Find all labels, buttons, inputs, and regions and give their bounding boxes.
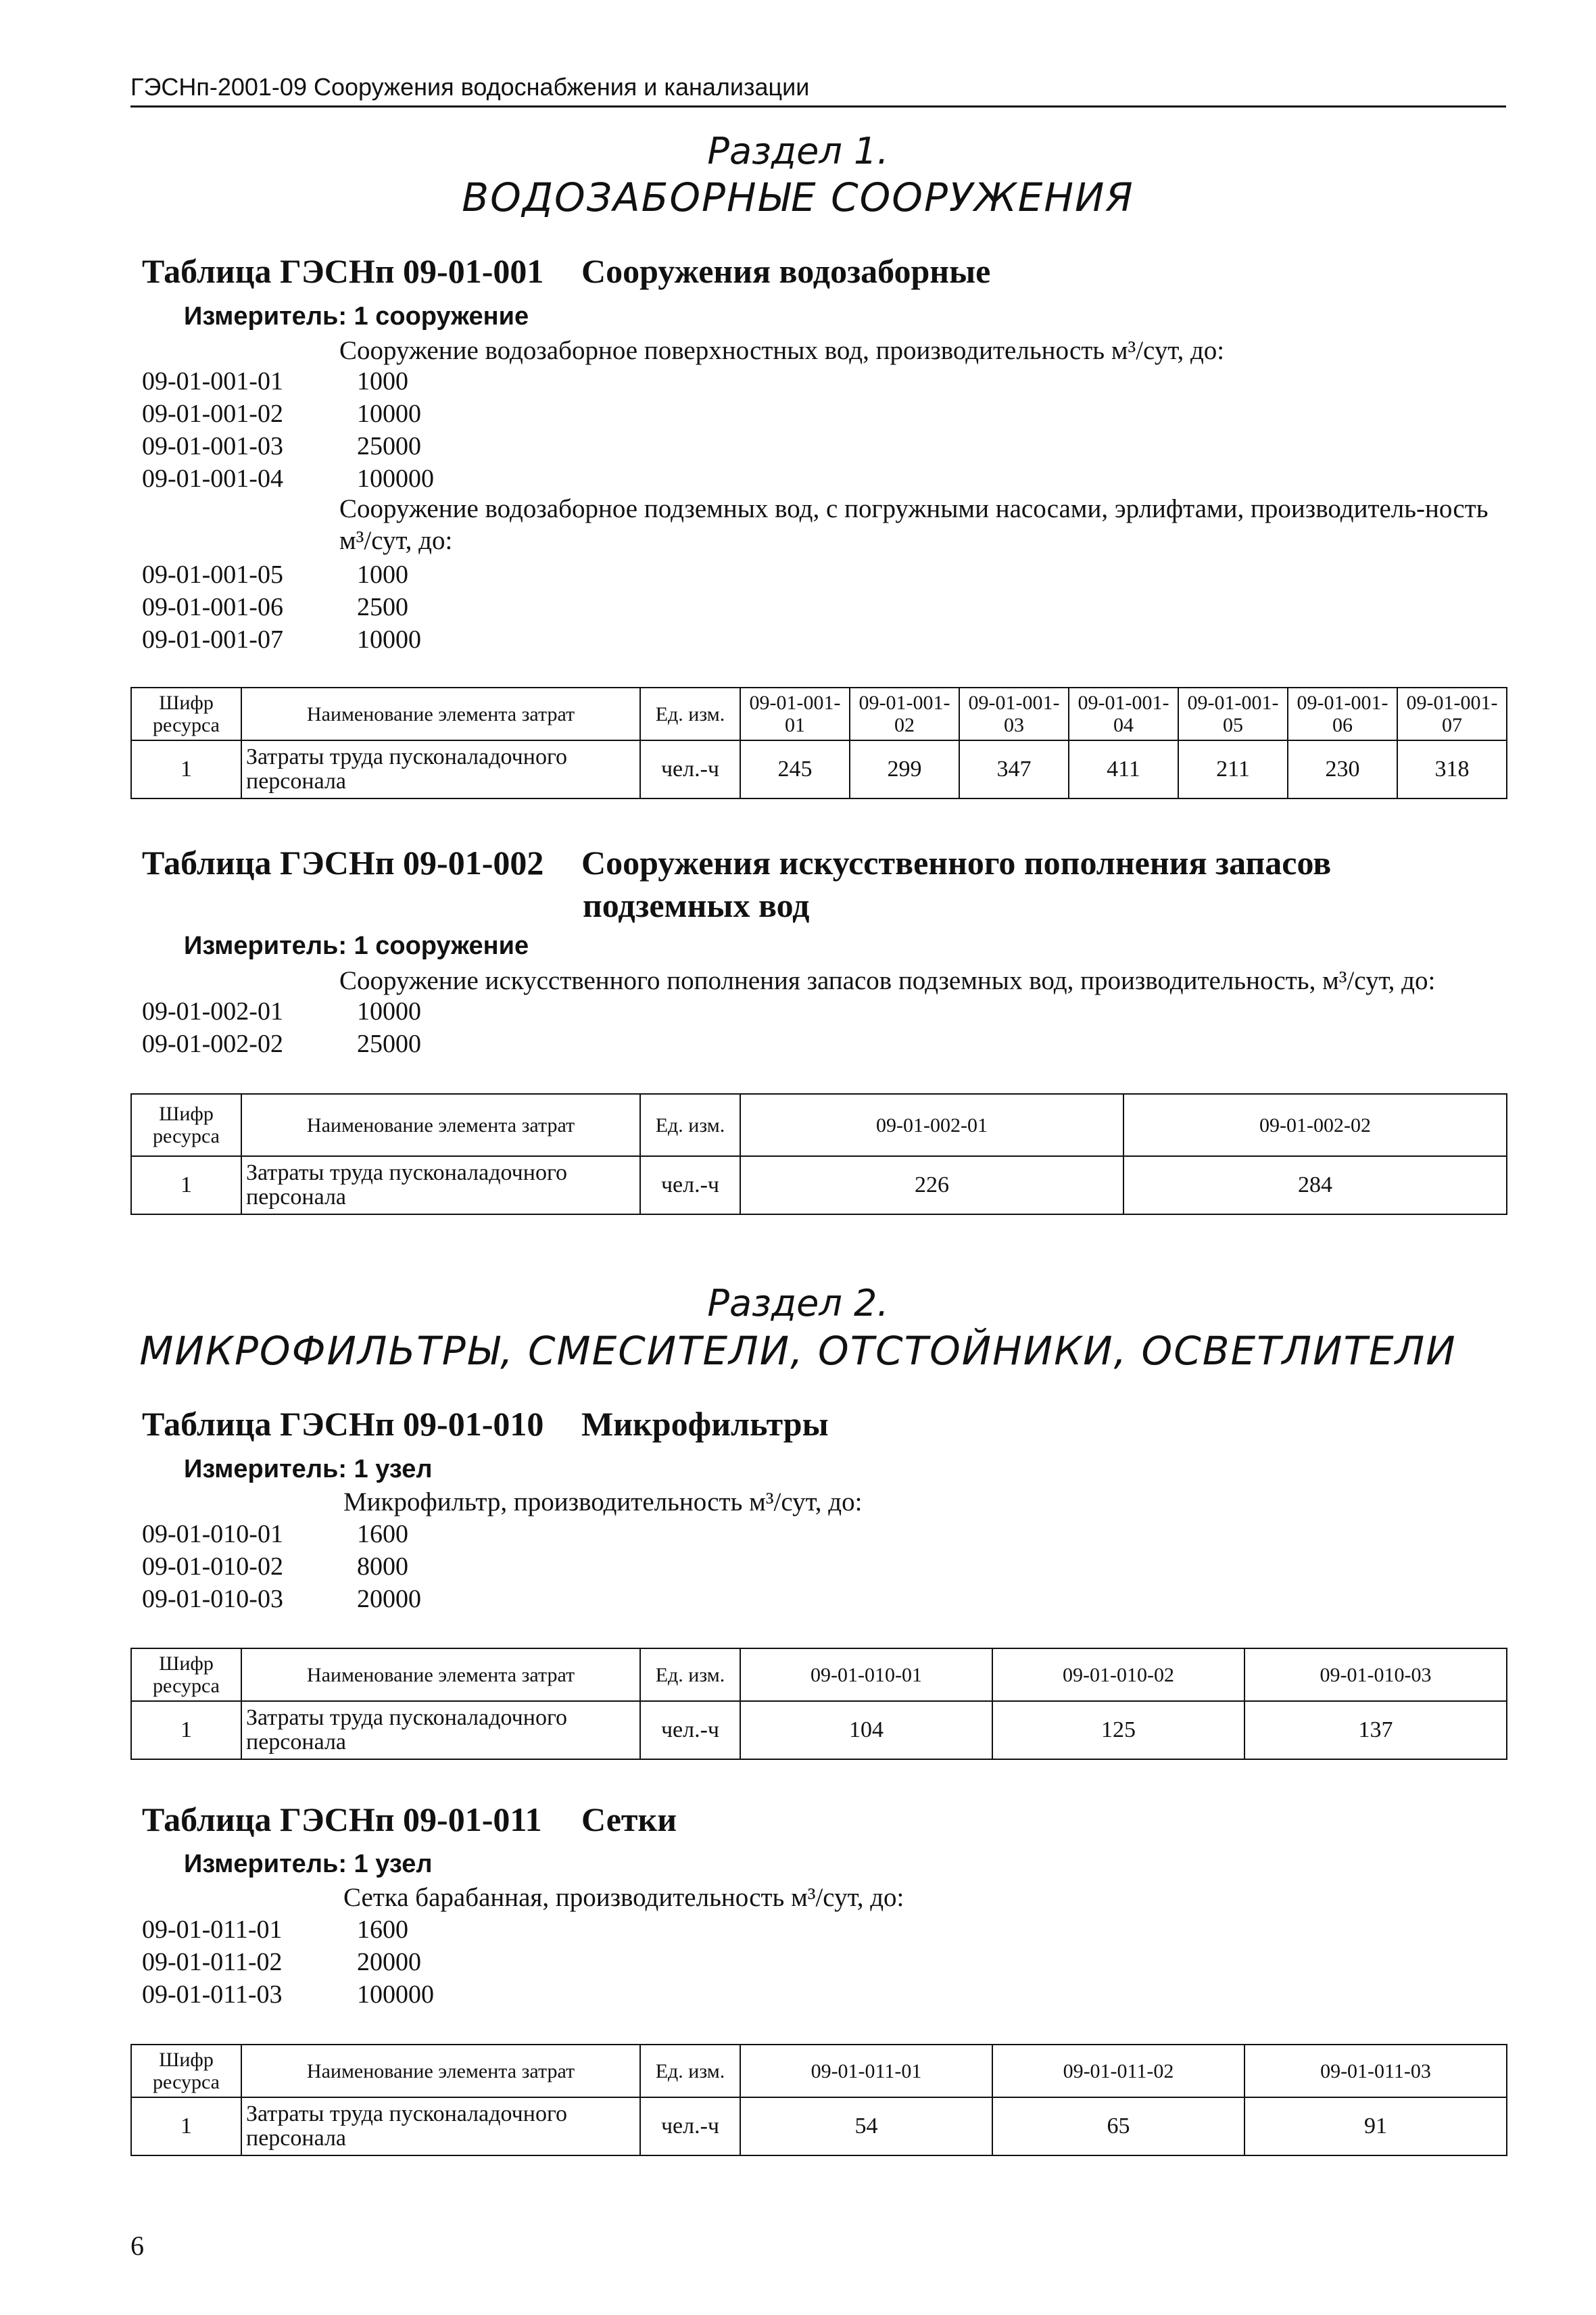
list-item: 09-01-001-06 2500 bbox=[142, 593, 408, 621]
value-cell: 226 bbox=[740, 1156, 1123, 1214]
col-resource-header: Шифр ресурса bbox=[131, 1094, 241, 1156]
col-norm-header: 09-01-010-02 bbox=[992, 1648, 1244, 1701]
value-cell: 211 bbox=[1178, 740, 1288, 798]
col-resource-header: Шифр ресурса bbox=[131, 1648, 241, 1701]
table-011-title bbox=[142, 1800, 677, 1839]
table-010-code: Таблица ГЭСНп 09-01-010 bbox=[142, 1405, 544, 1443]
table-row bbox=[131, 740, 1507, 798]
table-001-code: Таблица ГЭСНп 09-01-001 bbox=[142, 252, 544, 290]
resource-table-002 bbox=[130, 1093, 1507, 1215]
resource-code-cell: 1 bbox=[131, 2097, 241, 2155]
value-cell: 91 bbox=[1244, 2097, 1507, 2155]
section-1-number: Раздел 1. bbox=[707, 130, 889, 172]
cost-element-cell: Затраты труда пусконаладочного персонала bbox=[241, 1701, 640, 1759]
resource-table-010 bbox=[130, 1648, 1507, 1760]
list-item: 09-01-002-02 25000 bbox=[142, 1030, 421, 1058]
table-010-name: Микрофильтры bbox=[581, 1405, 829, 1443]
col-unit-header: Ед. изм. bbox=[640, 1648, 740, 1701]
value-cell: 104 bbox=[740, 1701, 992, 1759]
table-002-code: Таблица ГЭСНп 09-01-002 bbox=[142, 844, 544, 882]
list-item: 09-01-001-07 10000 bbox=[142, 625, 421, 654]
resource-code-cell: 1 bbox=[131, 1156, 241, 1214]
col-norm-header: 09-01-001-05 bbox=[1178, 688, 1288, 740]
col-norm-header: 09-01-010-03 bbox=[1244, 1648, 1507, 1701]
table-002-name-line-2: подземных вод bbox=[583, 886, 810, 924]
list-item: 09-01-011-02 20000 bbox=[142, 1948, 421, 1976]
table-header-row bbox=[131, 2045, 1507, 2097]
list-item: 09-01-001-01 1000 bbox=[142, 367, 408, 396]
value-cell: 318 bbox=[1397, 740, 1507, 798]
table-001-measure: Измеритель: 1 сооружение bbox=[184, 302, 529, 331]
col-name-header: Наименование элемента затрат bbox=[241, 2045, 640, 2097]
running-header: ГЭСНп-2001-09 Сооружения водоснабжения и канализации bbox=[130, 73, 1506, 108]
value-cell: 245 bbox=[740, 740, 850, 798]
section-2-title: МИКРОФИЛЬТРЫ, СМЕСИТЕЛИ, ОТСТОЙНИКИ, ОСВЕТЛИТЕЛИ bbox=[139, 1328, 1457, 1374]
table-002-rows-1 bbox=[142, 995, 421, 1060]
col-norm-header: 09-01-001-06 bbox=[1288, 688, 1397, 740]
table-002-measure: Измеритель: 1 сооружение bbox=[184, 932, 529, 960]
value-cell: 230 bbox=[1288, 740, 1397, 798]
value-cell: 54 bbox=[740, 2097, 992, 2155]
col-name-header: Наименование элемента затрат bbox=[241, 688, 640, 740]
table-011-measure: Измеритель: 1 узел bbox=[184, 1850, 433, 1878]
unit-cell: чел.-ч bbox=[640, 1701, 740, 1759]
unit-cell: чел.-ч bbox=[640, 740, 740, 798]
table-row bbox=[131, 2097, 1507, 2155]
value-cell: 65 bbox=[992, 2097, 1244, 2155]
table-011-desc-1: Сетка барабанная, производительность м³/сут, до: bbox=[343, 1883, 904, 1912]
col-unit-header: Ед. изм. bbox=[640, 688, 740, 740]
table-001-name: Сооружения водозаборные bbox=[581, 252, 991, 290]
col-name-header: Наименование элемента затрат bbox=[241, 1648, 640, 1701]
table-002-title bbox=[142, 843, 1331, 882]
resource-table-001 bbox=[130, 687, 1507, 799]
value-cell: 299 bbox=[850, 740, 959, 798]
table-row bbox=[131, 1156, 1507, 1214]
table-002-desc-1: Сооружение искусственного пополнения запасов подземных вод, производительность, м³/сут, до: bbox=[339, 966, 1436, 995]
unit-cell: чел.-ч bbox=[640, 1156, 740, 1214]
table-011-name: Сетки bbox=[581, 1800, 677, 1838]
col-norm-header: 09-01-002-02 bbox=[1123, 1094, 1507, 1156]
cost-element-cell: Затраты труда пусконаладочного персонала bbox=[241, 1156, 640, 1214]
value-cell: 125 bbox=[992, 1701, 1244, 1759]
section-1-title: ВОДОЗАБОРНЫЕ СООРУЖЕНИЯ bbox=[462, 174, 1134, 220]
table-001-desc-1: Сооружение водозаборное поверхностных вод, производительность м³/сут, до: bbox=[339, 336, 1225, 365]
col-norm-header: 09-01-001-04 bbox=[1069, 688, 1178, 740]
col-norm-header: 09-01-002-01 bbox=[740, 1094, 1123, 1156]
col-resource-header: Шифр ресурса bbox=[131, 2045, 241, 2097]
list-item: 09-01-010-02 8000 bbox=[142, 1552, 408, 1581]
list-item: 09-01-011-01 1600 bbox=[142, 1915, 408, 1944]
col-norm-header: 09-01-011-01 bbox=[740, 2045, 992, 2097]
resource-code-cell: 1 bbox=[131, 740, 241, 798]
section-2-number: Раздел 2. bbox=[707, 1282, 889, 1324]
list-item: 09-01-010-03 20000 bbox=[142, 1585, 421, 1613]
unit-cell: чел.-ч bbox=[640, 2097, 740, 2155]
col-norm-header: 09-01-001-02 bbox=[850, 688, 959, 740]
table-header-row bbox=[131, 1094, 1507, 1156]
col-norm-header: 09-01-011-02 bbox=[992, 2045, 1244, 2097]
list-item: 09-01-001-02 10000 bbox=[142, 400, 421, 428]
col-unit-header: Ед. изм. bbox=[640, 2045, 740, 2097]
list-item: 09-01-001-04 100000 bbox=[142, 464, 434, 493]
table-002-name: Сооружения искусственного пополнения запасов bbox=[581, 844, 1332, 882]
value-cell: 411 bbox=[1069, 740, 1178, 798]
list-item: 09-01-001-03 25000 bbox=[142, 432, 421, 460]
col-norm-header: 09-01-011-03 bbox=[1244, 2045, 1507, 2097]
value-cell: 284 bbox=[1123, 1156, 1507, 1214]
table-010-measure: Измеритель: 1 узел bbox=[184, 1455, 433, 1483]
table-header-row bbox=[131, 688, 1507, 740]
resource-table-011 bbox=[130, 2044, 1507, 2156]
table-010-title bbox=[142, 1404, 829, 1443]
table-010-rows-1 bbox=[142, 1518, 421, 1615]
table-row bbox=[131, 1701, 1507, 1759]
col-norm-header: 09-01-001-03 bbox=[959, 688, 1069, 740]
cost-element-cell: Затраты труда пусконаладочного персонала bbox=[241, 2097, 640, 2155]
table-001-desc-2: Сооружение водозаборное подземных вод, с погружными насосами, эрлифтами, производитель-ность м³/сут, до: bbox=[339, 494, 1489, 555]
value-cell: 347 bbox=[959, 740, 1069, 798]
page-number: 6 bbox=[130, 2230, 144, 2261]
col-unit-header: Ед. изм. bbox=[640, 1094, 740, 1156]
table-001-rows-2 bbox=[142, 558, 421, 656]
col-norm-header: 09-01-010-01 bbox=[740, 1648, 992, 1701]
table-001-title bbox=[142, 252, 990, 291]
cost-element-cell: Затраты труда пусконаладочного персонала bbox=[241, 740, 640, 798]
col-resource-header: Шифр ресурса bbox=[131, 688, 241, 740]
table-001-rows-1 bbox=[142, 365, 434, 495]
col-name-header: Наименование элемента затрат bbox=[241, 1094, 640, 1156]
col-norm-header: 09-01-001-01 bbox=[740, 688, 850, 740]
value-cell: 137 bbox=[1244, 1701, 1507, 1759]
table-010-desc-1: Микрофильтр, производительность м³/сут, до: bbox=[343, 1487, 863, 1517]
list-item: 09-01-010-01 1600 bbox=[142, 1520, 408, 1548]
table-header-row bbox=[131, 1648, 1507, 1701]
table-011-code: Таблица ГЭСНп 09-01-011 bbox=[142, 1800, 542, 1838]
resource-code-cell: 1 bbox=[131, 1701, 241, 1759]
list-item: 09-01-011-03 100000 bbox=[142, 1980, 434, 2009]
table-011-rows-1 bbox=[142, 1913, 434, 2011]
list-item: 09-01-001-05 1000 bbox=[142, 560, 408, 589]
list-item: 09-01-002-01 10000 bbox=[142, 997, 421, 1026]
col-norm-header: 09-01-001-07 bbox=[1397, 688, 1507, 740]
